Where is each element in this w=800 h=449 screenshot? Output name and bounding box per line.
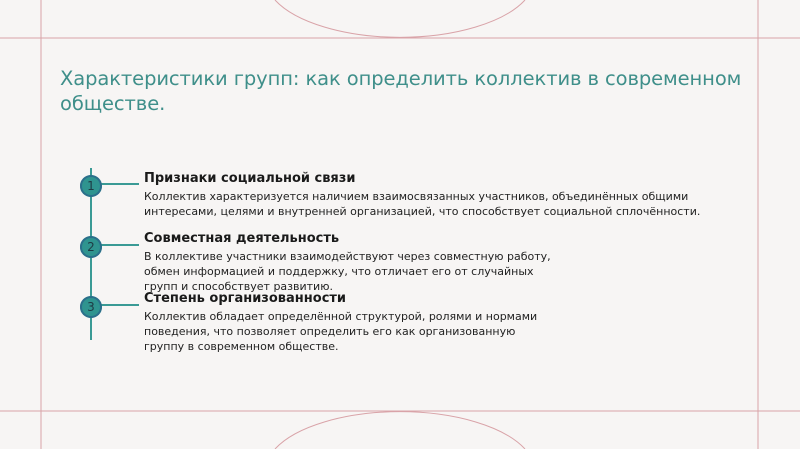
item-heading: Признаки социальной связи <box>144 171 356 186</box>
timeline-connector-1 <box>101 183 139 185</box>
timeline-item-3 <box>144 291 544 354</box>
item-description: Коллектив характеризуется наличием взаимосвязанных участников, объединённых общими интересами, целями и внутренней организацией, что способствует социальной сплочённости. <box>144 190 701 218</box>
timeline-connector-3 <box>101 304 139 306</box>
item-description: Коллектив обладает определённой структурой, ролями и нормами поведения, что позволяет определить его как организованную группу в современном обществе. <box>144 310 538 353</box>
timeline-item-1 <box>144 171 714 219</box>
item-heading: Степень организованности <box>144 291 347 306</box>
timeline-marker-1: 1 <box>80 175 102 197</box>
item-heading: Совместная деятельность <box>144 231 340 246</box>
timeline-connector-2 <box>101 244 139 246</box>
timeline-item-2 <box>144 231 554 294</box>
item-description: В коллективе участники взаимодействуют через совместную работу, обмен информацией и поддержку, что отличает его от случайных групп и способствует развитию. <box>144 250 551 293</box>
timeline-marker-2: 2 <box>80 236 102 258</box>
slide-title: Характеристики групп: как определить коллектив в современном обществе. <box>60 67 742 115</box>
timeline-marker-3: 3 <box>80 296 102 318</box>
